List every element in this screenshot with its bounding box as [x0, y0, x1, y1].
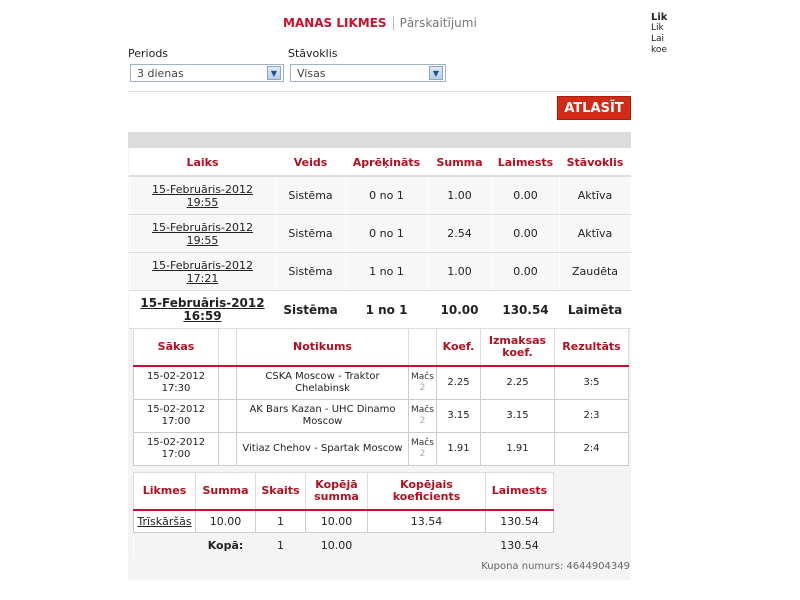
bet-state: Aktīva: [560, 176, 631, 215]
total-sum: 10.00: [306, 533, 368, 558]
bets-table: [129, 148, 631, 329]
event-result: 3:5: [555, 366, 629, 400]
table-row: [134, 510, 554, 533]
bet-date-link[interactable]: 15-Februāris-2012 16:59: [130, 291, 276, 329]
spacer-cell: [368, 533, 486, 558]
bet-sum: 1.00: [428, 176, 492, 215]
chevron-down-icon[interactable]: ▼: [267, 66, 281, 80]
bet-type: Sistēma: [276, 176, 346, 215]
coupon-number: Kupona numurs: 4644904349: [481, 561, 630, 572]
select-button[interactable]: ATLASĪT: [557, 96, 631, 120]
summary-sum: 10.00: [196, 510, 256, 533]
total-label: Kopā:: [196, 533, 256, 558]
tab-transfers[interactable]: Pārskaitījumi: [399, 16, 477, 30]
spacer-cell: [219, 366, 237, 400]
col-type: Veids: [276, 149, 346, 177]
table-row-selected[interactable]: [130, 291, 631, 329]
bet-calc: 1 no 1: [346, 253, 428, 291]
summary-count: 1: [256, 510, 306, 533]
bet-state: Aktīva: [560, 215, 631, 253]
bet-calc: 0 no 1: [346, 215, 428, 253]
bet-sum: 10.00: [428, 291, 492, 329]
bet-win: 0.00: [492, 215, 560, 253]
state-label: Stāvoklis: [288, 47, 338, 60]
table-row: [134, 400, 629, 433]
chevron-down-icon[interactable]: ▼: [429, 66, 443, 80]
bet-state: Zaudēta: [560, 253, 631, 291]
event-start: 15-02-2012 17:00: [134, 433, 219, 466]
event-type: Mačs 2: [409, 366, 437, 400]
spacer-cell: [219, 433, 237, 466]
spacer-cell: [134, 533, 196, 558]
bet-kind-link[interactable]: Trīskāršās: [134, 510, 196, 533]
table-row[interactable]: [130, 176, 631, 215]
summary-total-sum: 10.00: [306, 510, 368, 533]
event-start: 15-02-2012 17:00: [134, 400, 219, 433]
bet-date-link[interactable]: 15-Februāris-2012 19:55: [130, 176, 276, 215]
tab-my-bets[interactable]: MANAS LIKMES: [283, 16, 394, 30]
bet-win: 0.00: [492, 253, 560, 291]
col-calculated: Aprēķināts: [346, 149, 428, 177]
spacer-cell: [219, 400, 237, 433]
col-total-coef: Kopējais koeficients: [368, 473, 486, 511]
event-coef: 2.25: [437, 366, 481, 400]
bet-calc: 1 no 1: [346, 291, 428, 329]
bet-details-table: [133, 328, 629, 466]
results-panel-header: [128, 132, 631, 148]
col-total-sum: Kopējā summa: [306, 473, 368, 511]
event-payout-coef: 2.25: [481, 366, 555, 400]
period-label: Periods: [128, 47, 169, 60]
col-blank: [219, 329, 237, 367]
table-row: [134, 433, 629, 466]
col-count: Skaits: [256, 473, 306, 511]
col-time: Laiks: [130, 149, 276, 177]
header-tabs: [283, 12, 513, 34]
event-name: AK Bars Kazan - UHC Dinamo Moscow: [237, 400, 409, 433]
bet-type: Sistēma: [276, 215, 346, 253]
summary-win: 130.54: [486, 510, 554, 533]
bet-type: Sistēma: [276, 291, 346, 329]
bet-win: 130.54: [492, 291, 560, 329]
bet-date-link[interactable]: 15-Februāris-2012 19:55: [130, 215, 276, 253]
event-coef: 1.91: [437, 433, 481, 466]
col-coef: Koef.: [437, 329, 481, 367]
summary-total-row: [134, 533, 554, 558]
side-info-title: Lik: [651, 12, 668, 23]
period-select[interactable]: [130, 64, 284, 82]
col-bets: Likmes: [134, 473, 196, 511]
bet-type: Sistēma: [276, 253, 346, 291]
table-row: [134, 366, 629, 400]
event-result: 2:4: [555, 433, 629, 466]
col-payout-coef: Izmaksas koef.: [481, 329, 555, 367]
event-result: 2:3: [555, 400, 629, 433]
summary-header: [134, 473, 554, 511]
bet-sum: 2.54: [428, 215, 492, 253]
event-name: CSKA Moscow - Traktor Chelabinsk: [237, 366, 409, 400]
col-result: Rezultāts: [555, 329, 629, 367]
summary-total-coef: 13.54: [368, 510, 486, 533]
col-state: Stāvoklis: [560, 149, 631, 177]
divider: [128, 91, 631, 92]
table-row[interactable]: [130, 215, 631, 253]
event-start: 15-02-2012 17:30: [134, 366, 219, 400]
bet-state: Laimēta: [560, 291, 631, 329]
side-info-line: Lai: [651, 34, 665, 44]
col-event: Notikums: [237, 329, 409, 367]
side-info-panel: [651, 12, 669, 56]
bet-calc: 0 no 1: [346, 176, 428, 215]
bet-summary-table: [133, 472, 554, 557]
event-coef: 3.15: [437, 400, 481, 433]
state-select[interactable]: [290, 64, 446, 82]
col-sum: Summa: [428, 149, 492, 177]
event-type: Mačs 2: [409, 400, 437, 433]
state-select-value: Visas: [297, 66, 326, 80]
bet-sum: 1.00: [428, 253, 492, 291]
col-winnings: Laimests: [486, 473, 554, 511]
bets-table-header: [130, 149, 631, 177]
event-payout-coef: 1.91: [481, 433, 555, 466]
bet-date-link[interactable]: 15-Februāris-2012 17:21: [130, 253, 276, 291]
side-info-line: koe: [651, 45, 667, 55]
event-name: Vitiaz Chehov - Spartak Moscow: [237, 433, 409, 466]
total-count: 1: [256, 533, 306, 558]
side-info-line: Lik: [651, 23, 664, 33]
bet-win: 0.00: [492, 176, 560, 215]
col-start: Sākas: [134, 329, 219, 367]
total-win: 130.54: [486, 533, 554, 558]
event-payout-coef: 3.15: [481, 400, 555, 433]
event-type: Mačs 2: [409, 433, 437, 466]
table-row[interactable]: [130, 253, 631, 291]
col-winnings: Laimests: [492, 149, 560, 177]
col-sum: Summa: [196, 473, 256, 511]
period-select-value: 3 dienas: [137, 66, 184, 80]
col-blank: [409, 329, 437, 367]
details-header: [134, 329, 629, 367]
